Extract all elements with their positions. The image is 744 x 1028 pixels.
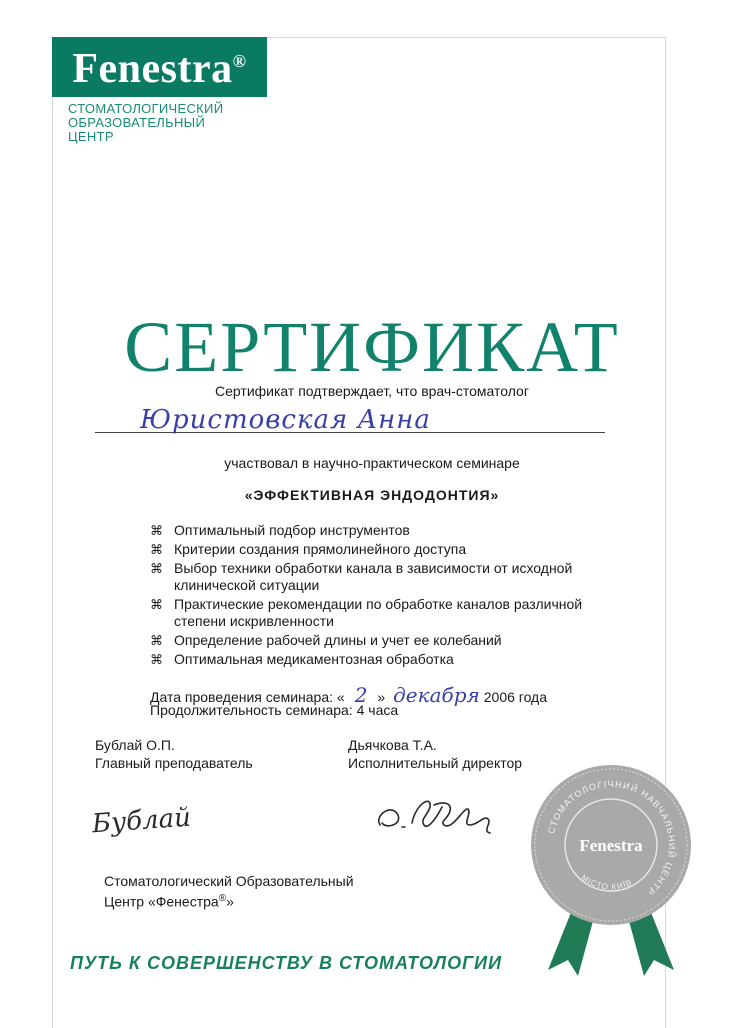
bullet-icon: ⌘ xyxy=(150,633,163,648)
list-item xyxy=(150,541,620,558)
signatory-name: Дьячкова Т.А. xyxy=(348,737,437,753)
signatory-role: Исполнительный директор xyxy=(348,755,523,771)
logo-subtitle xyxy=(68,102,278,144)
date-day: 2 xyxy=(354,683,368,707)
date-label: Дата проведения семинара: xyxy=(150,689,333,705)
org-line-1: Стоматологический Образовательный xyxy=(104,873,354,889)
logo-brand-text: Fenestra xyxy=(72,46,233,92)
list-item xyxy=(150,560,620,594)
duration-value: 4 часа xyxy=(356,702,399,718)
topic-text: Критерии создания прямолинейного доступа xyxy=(174,541,467,557)
brand-logo xyxy=(52,37,267,97)
logo-subtitle-line: СТОМАТОЛОГИЧЕСКИЙ xyxy=(68,101,224,116)
date-month: декабря xyxy=(393,683,480,707)
seal-ring-text: СТОМАТОЛОГІЧНИЙ НАВЧАЛЬНИЙ ЦЕНТР xyxy=(546,778,678,898)
date-close-quote: » xyxy=(377,689,386,705)
logo-reg-mark: ® xyxy=(232,51,247,71)
signatory-name: Бублай О.П. xyxy=(95,737,175,753)
signatory-role: Главный преподаватель xyxy=(95,755,253,771)
seal-stamp-icon xyxy=(526,760,696,980)
bullet-icon: ⌘ xyxy=(150,597,163,612)
signatory-right xyxy=(348,736,522,772)
bullet-icon: ⌘ xyxy=(150,561,163,576)
seminar-title: «ЭФФЕКТИВНАЯ ЭНДОДОНТИЯ» xyxy=(244,487,500,503)
org-line-2-end: » xyxy=(226,893,234,910)
confirm-text: Сертификат подтверждает, что врач-стоматолог xyxy=(215,383,529,399)
topic-text: Определение рабочей длины и учет ее колебаний xyxy=(174,632,502,648)
signatory-left xyxy=(95,736,253,772)
org-line-2-text: Центр «Фенестра xyxy=(104,893,219,910)
date-year: 2006 года xyxy=(483,689,548,705)
signature-left: Бублай xyxy=(91,802,192,840)
topic-list xyxy=(150,522,620,670)
logo-subtitle-line: ЦЕНТР xyxy=(68,129,114,144)
bullet-icon: ⌘ xyxy=(150,542,163,557)
duration-label: Продолжительность семинара: xyxy=(150,702,353,718)
recipient-name: Юристовская Анна xyxy=(140,405,431,435)
topic-text: Оптимальная медикаментозная обработка xyxy=(174,651,454,667)
list-item xyxy=(150,651,620,668)
seal-bottom-text: МІСТО КИЇВ xyxy=(579,872,634,892)
topic-text: Практические рекомендации по обработке каналов различной степени искривленности xyxy=(174,596,583,629)
bullet-icon: ⌘ xyxy=(150,523,163,538)
list-item xyxy=(150,596,620,630)
topic-text: Выбор техники обработки канала в зависимости от исходной клинической ситуации xyxy=(174,560,573,593)
certificate-title: СЕРТИФИКАТ xyxy=(124,307,620,387)
date-open-quote: « xyxy=(336,689,345,705)
org-reg-mark: ® xyxy=(218,893,227,904)
participated-text: участвовал в научно-практическом семинаре xyxy=(224,455,520,471)
organization-name xyxy=(104,872,354,911)
seminar-duration xyxy=(150,702,398,718)
seal-center-text: Fenestra xyxy=(579,836,643,855)
list-item xyxy=(150,522,620,539)
topic-text: Оптимальный подбор инструментов xyxy=(174,522,410,538)
logo-subtitle-line: ОБРАЗОВАТЕЛЬНЫЙ xyxy=(68,115,206,130)
bullet-icon: ⌘ xyxy=(150,652,163,667)
signature-right-icon xyxy=(372,785,502,845)
motto-slogan: ПУТЬ К СОВЕРШЕНСТВУ В СТОМАТОЛОГИИ xyxy=(70,953,503,973)
list-item xyxy=(150,632,620,649)
org-line-2 xyxy=(104,890,354,911)
